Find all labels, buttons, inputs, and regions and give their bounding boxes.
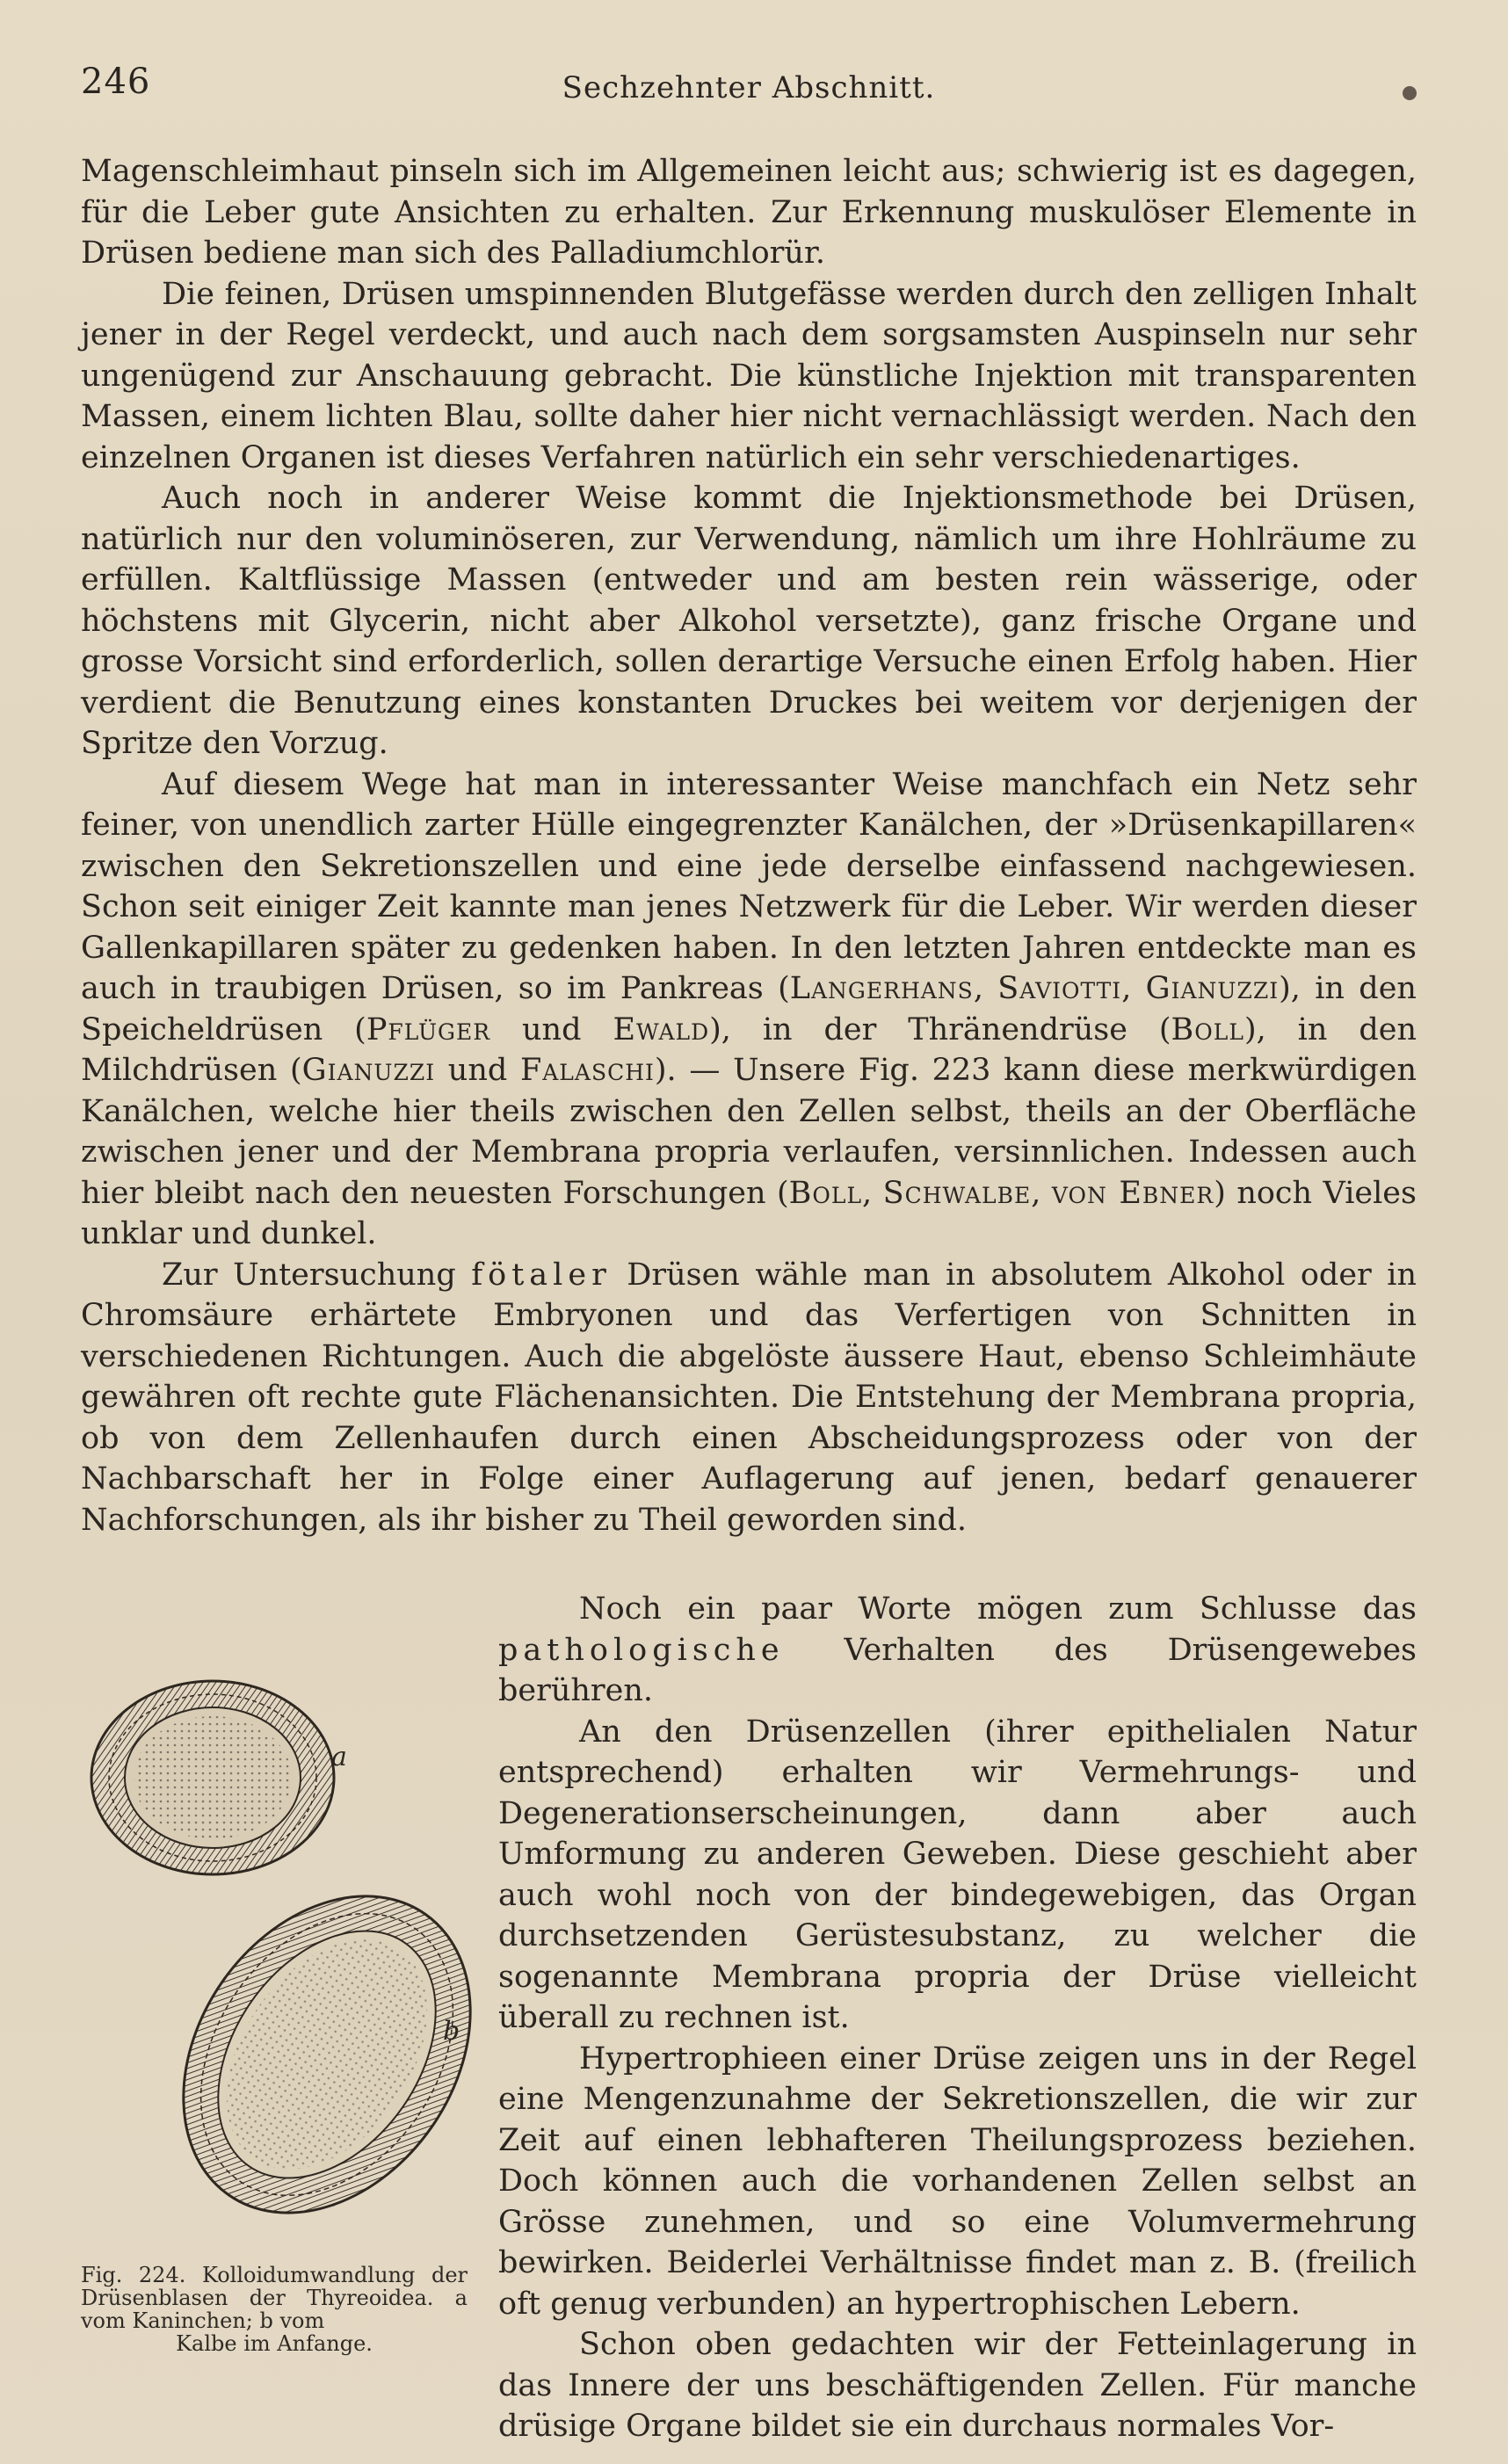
paragraph-9: Schon oben gedachten wir der Fetteinlagerung in das Innere der uns beschäftigenden Zellen. Für manche drüsige Organe bildet sie ein durchaus normales Vor- bbox=[498, 2327, 1417, 2444]
author-ref: Falaschi bbox=[519, 1053, 655, 1088]
figure-224 bbox=[81, 1589, 476, 2380]
author-ref: von Ebner bbox=[1051, 1175, 1214, 1211]
figure-caption: Fig. 224. Kolloidumwandlung der Drüsenblasen der Thyreoidea. a vom Kaninchen; b vom Kalbe im Anfange. bbox=[81, 2263, 468, 2356]
paragraph-6: Noch ein paar Worte mögen zum Schlusse das pathologische Verhalten des Drüsengewebes berühren. bbox=[498, 1591, 1417, 1708]
emphasis-spaced: fötaler bbox=[471, 1257, 612, 1293]
page-header bbox=[81, 62, 1417, 114]
paragraph-3: Auch noch in anderer Weise kommt die Injektionsmethode bei Drüsen, natürlich nur den voluminöseren, zur Verwendung, nämlich um ihre Hohlräume zu erfüllen. Kaltflüssige Massen (entweder und am besten rein wässerige, oder höchstens mit Glycerin, nicht aber Alkohol versetzte), ganz frische Organe und grosse Vorsicht sind erforderlich, sollen derartige Versuche einen Erfolg haben. Hier verdient die Benutzung eines konstanten Druckes bei weitem vor derjenigen der Spritze den Vorzug. bbox=[81, 481, 1417, 761]
author-ref: Langerhans bbox=[789, 971, 974, 1006]
paragraph-4: Auf diesem Wege hat man in interessanter Weise manchfach ein Netz sehr feiner, von unendlich zarter Hülle eingegrenzter Kanälchen, der »Drüsenkapillaren« zwischen den Sekretionszellen und eine jede derselbe einfassend nachgewiesen. Schon seit einiger Zeit kannte man jenes Netzwerk für die Leber. Wir werden dieser Gallenkapillaren später zu gedenken haben. In den letzten Jahren entdeckte man es auch in traubigen Drüsen, so im Pankreas (Langerhans, Saviotti, Gianuzzi), in den Speicheldrüsen (Pflüger und Ewald), in der Thränendrüse (Boll), in den Milchdrüsen (Gianuzzi und Falaschi). — Unsere Fig. 223 kann diese merkwürdigen Kanälchen, welche hier theils zwischen den Zellen selbst, theils an der Oberfläche zwischen jener und der Membrana propria verlaufen, versinnlichen. Indessen auch hier bleibt nach den neuesten Forschungen (Boll, Schwalbe, von Ebner) noch Vieles unklar und dunkel. bbox=[81, 766, 1417, 1251]
emphasis-spaced: pathologische bbox=[498, 1632, 785, 1668]
paragraph-8: Hypertrophieen einer Drüse zeigen uns in der Regel eine Mengenzunahme der Sekretionszellen, die wir zur Zeit auf einen lebhafteren Theilungsprozess beziehen. Doch können auch die vorhandenen Zellen selbst an Grösse zunehmen, und so eine Volumvermehrung bewirken. Beiderlei Verhältnisse findet man z. B. (freilich oft genug verbunden) an hypertrophischen Lebern. bbox=[498, 2040, 1417, 2322]
author-ref: Gianuzzi bbox=[301, 1053, 436, 1088]
paragraph-1: Magenschleimhaut pinseln sich im Allgemeinen leicht aus; schwierig ist es dagegen, für die Leber gute Ansichten zu erhalten. Zur Erkennung muskulöser Elemente in Drüsen bediene man sich des Palladiumchlorür. bbox=[81, 154, 1417, 271]
author-ref: Gianuzzi bbox=[1145, 971, 1280, 1006]
author-ref: Schwalbe bbox=[882, 1175, 1032, 1211]
paragraph-5: Zur Untersuchung fötaler Drüsen wähle man in absolutem Alkohol oder in Chromsäure erhärtete Embryonen und das Verfertigen von Schnitten in verschiedenen Richtungen. Auch die abgelöste äussere Haut, ebenso Schleimhäute gewähren oft rechte gute Flächenansichten. Die Entstehung der Membrana propria, ob von dem Zellenhaufen durch einen Abscheidungsprozess oder von der Nachbarschaft her in Folge einer Auflagerung auf jenen, bedarf genauerer Nachforschungen, als ihr bisher zu Theil geworden sind. bbox=[81, 1257, 1417, 1538]
author-ref: Boll bbox=[788, 1175, 863, 1211]
author-ref: Ewald bbox=[613, 1011, 710, 1047]
author-ref: Pflüger bbox=[366, 1011, 491, 1047]
text-beside-figure bbox=[498, 1589, 1417, 2447]
ink-spot bbox=[1403, 86, 1417, 100]
author-ref: Saviotti bbox=[997, 971, 1122, 1006]
paragraph-2: Die feinen, Drüsen umspinnenden Blutgefässe werden durch den zelligen Inhalt jener in der Regel verdeckt, und auch nach dem sorgsamsten Auspinseln nur sehr ungenügend zur Anschauung gebracht. Die künstliche Injektion mit transparenten Massen, einem lichten Blau, sollte daher hier nicht vernachlässigt werden. Nach den einzelnen Organen ist dieses Verfahren natürlich ein sehr verschiedenartiges. bbox=[81, 276, 1417, 475]
paragraph-7: An den Drüsenzellen (ihrer epithelialen Natur entsprechend) erhalten wir Vermehrungs- und Degenerationserscheinungen, dann aber auch Umformung zu anderen Geweben. Diese geschieht aber auch wohl noch von der bindegewebigen, das Organ durchsetzenden Gerüstesubstanz, zu welcher die sogenannte Membrana propria der Drüse vielleicht überall zu rechnen ist. bbox=[498, 1714, 1417, 2035]
author-ref: Boll bbox=[1171, 1011, 1244, 1047]
figure-label-a: a bbox=[331, 1742, 347, 1772]
thyroid-vesicle-b-illustration bbox=[142, 1852, 520, 2239]
figure-label-b: b bbox=[443, 2016, 460, 2047]
running-head: Sechzehnter Abschnitt. bbox=[562, 70, 936, 105]
main-text bbox=[81, 151, 1417, 1540]
page-number: 246 bbox=[81, 62, 151, 102]
